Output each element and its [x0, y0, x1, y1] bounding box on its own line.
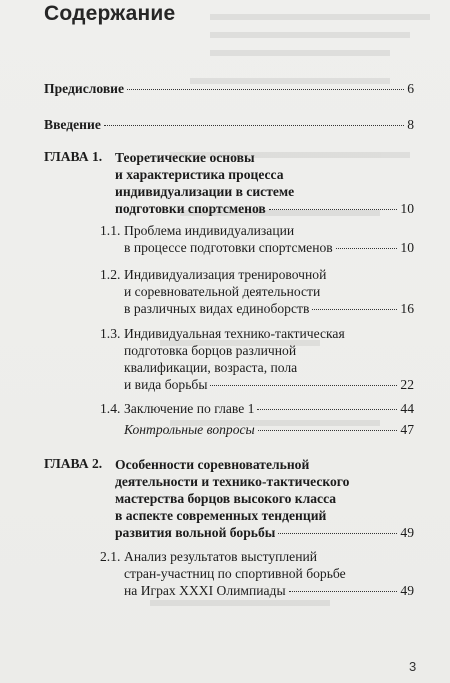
entry-line: деятельности и технико-тактического — [115, 474, 350, 489]
chapter-1-label: ГЛАВА 1. — [44, 149, 103, 164]
section-1-3-number — [100, 325, 124, 342]
dot-leader — [127, 88, 404, 90]
toc-entry-chapter-2[interactable] — [115, 456, 414, 541]
toc-entry-preface[interactable] — [44, 80, 414, 97]
section-1-1-number — [100, 222, 124, 239]
section-number: 1.1. — [100, 223, 121, 238]
entry-line: Индивидуализация тренировочной — [124, 267, 327, 282]
entry-line: Особенности соревновательной — [115, 457, 310, 472]
toc-entry-1-1[interactable] — [124, 222, 414, 256]
toc-entry-intro[interactable] — [44, 116, 414, 133]
page-number: 3 — [409, 659, 417, 674]
entry-page: 16 — [400, 301, 414, 316]
entry-line: на Играх XXXI Олимпиады — [124, 583, 286, 598]
toc-entry-2-1[interactable] — [124, 548, 414, 599]
toc-heading: Содержание — [44, 2, 176, 25]
toc-entry-1-2[interactable] — [124, 266, 414, 317]
entry-page: 44 — [400, 401, 414, 416]
entry-line: Индивидуальная технико-тактическая — [124, 326, 345, 341]
section-number: 1.4. — [100, 401, 121, 416]
entry-title: Предисловие — [44, 81, 125, 96]
entry-title: Введение — [44, 117, 101, 132]
entry-line: Проблема индивидуализации — [124, 223, 295, 238]
toc-entry-1-3[interactable] — [124, 325, 414, 393]
toc-entry-1-4[interactable] — [124, 400, 414, 417]
entry-page: 6 — [407, 81, 414, 96]
entry-line: квалификации, возраста, пола — [124, 360, 298, 375]
entry-line: подготовка борцов различной — [124, 343, 297, 358]
section-2-1-number — [100, 548, 124, 565]
section-number: 1.2. — [100, 267, 121, 282]
entry-page: 10 — [400, 201, 414, 216]
entry-line: стран-участниц по спортивной борьбе — [124, 566, 346, 581]
dot-leader — [104, 124, 404, 126]
chapter-2-label: ГЛАВА 2. — [44, 456, 103, 471]
entry-line: и вида борьбы — [124, 377, 208, 392]
dot-leader — [336, 247, 398, 249]
entry-line: Заключение по главе 1 — [124, 401, 255, 416]
entry-page: 8 — [407, 117, 414, 132]
entry-line: Контрольные вопросы — [124, 422, 255, 437]
entry-line: и характеристика процесса — [115, 167, 284, 182]
dot-leader — [269, 208, 398, 210]
dot-leader — [312, 308, 397, 310]
section-number: 1.3. — [100, 326, 121, 341]
dot-leader — [258, 429, 398, 431]
dot-leader — [289, 590, 398, 592]
entry-line: Теоретические основы — [115, 150, 255, 165]
section-number: 2.1. — [100, 549, 121, 564]
entry-line: мастерства борцов высокого класса — [115, 491, 337, 506]
entry-page: 22 — [400, 377, 414, 392]
dot-leader — [278, 532, 397, 534]
entry-page: 10 — [400, 240, 414, 255]
entry-page: 49 — [400, 525, 414, 540]
entry-line: подготовки спортсменов — [115, 201, 266, 216]
entry-line: индивидуализации в системе — [115, 184, 295, 199]
entry-line: в различных видах единоборств — [124, 301, 310, 316]
toc-entry-chapter-1[interactable] — [115, 149, 414, 217]
toc-entry-review-questions[interactable] — [124, 421, 414, 438]
entry-line: Анализ результатов выступлений — [124, 549, 318, 564]
entry-line: и соревновательной деятельности — [124, 284, 321, 299]
section-1-2-number — [100, 266, 124, 283]
entry-line: развития вольной борьбы — [115, 525, 276, 540]
dot-leader — [210, 384, 397, 386]
dot-leader — [257, 408, 397, 410]
entry-line: в процессе подготовки спортсменов — [124, 240, 333, 255]
entry-page: 49 — [400, 583, 414, 598]
entry-page: 47 — [400, 422, 414, 437]
entry-line: в аспекте современных тенденций — [115, 508, 327, 523]
section-1-4-number — [100, 400, 124, 417]
